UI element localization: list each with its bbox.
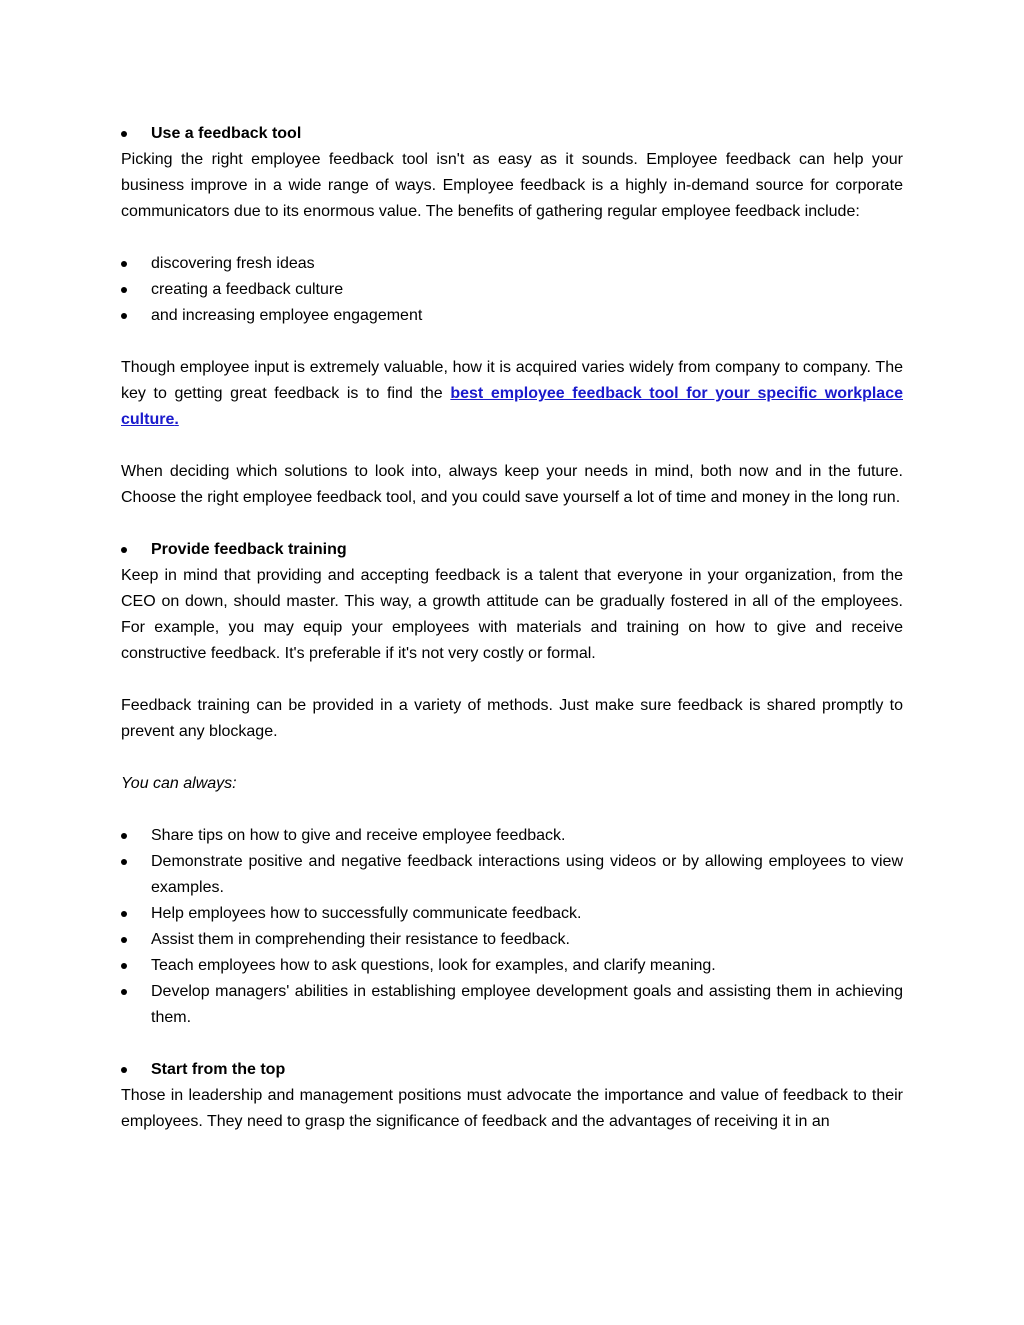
list-item-tip: Demonstrate positive and negative feedback interactions using videos or by allowing employees to view examples. — [121, 849, 903, 901]
heading-use-feedback-tool: Use a feedback tool — [121, 121, 903, 147]
feedback-tool-link-trailer[interactable]: . — [174, 411, 179, 428]
list-item-tip: Teach employees how to ask questions, look for examples, and clarify meaning. — [121, 953, 903, 979]
list-item-tip: Assist them in comprehending their resistance to feedback. — [121, 927, 903, 953]
document-body — [121, 121, 903, 1135]
you-can-always-label: You can always: — [121, 775, 237, 792]
paragraph-feedback-tool-intro: Picking the right employee feedback tool isn't as easy as it sounds. Employee feedback can help your business improve in a wide range of ways. Employee feedback is a highly in-demand source for corporate communicators due to its enormous value. The benefits of gathering regular employee feedback include: — [121, 151, 903, 220]
list-item-benefit: creating a feedback culture — [121, 277, 903, 303]
paragraph-employee-input — [121, 355, 903, 433]
paragraph-feedback-training: Keep in mind that providing and accepting feedback is a talent that everyone in your organization, from the CEO on down, should master. This way, a growth attitude can be gradually fostered in all of the employees. For example, you may equip your employees with materials and training on how to give and receive constructive feedback. It's preferable if it's not very costly or formal. — [121, 567, 903, 662]
list-item-tip: Share tips on how to give and receive employee feedback. — [121, 823, 903, 849]
list-item-benefit: discovering fresh ideas — [121, 251, 903, 277]
paragraph-training-methods: Feedback training can be provided in a variety of methods. Just make sure feedback is shared promptly to prevent any blockage. — [121, 697, 903, 740]
heading-start-from-top: Start from the top — [121, 1057, 903, 1083]
list-item-benefit: and increasing employee engagement — [121, 303, 903, 329]
heading-provide-feedback-training: Provide feedback training — [121, 537, 903, 563]
paragraph-leadership: Those in leadership and management positions must advocate the importance and value of feedback to their employees. They need to grasp the significance of feedback and the advantages of receiving it in an — [121, 1087, 903, 1130]
paragraph-employee-input-text: Though employee input is extremely valuable, how it is acquired varies widely from company to company. The key to getting great feedback is to find the — [121, 359, 903, 402]
list-item-tip: Help employees how to successfully communicate feedback. — [121, 901, 903, 927]
paragraph-deciding-solutions: When deciding which solutions to look into, always keep your needs in mind, both now and in the future. Choose the right employee feedback tool, and you could save yourself a lot of time and money in the long run. — [121, 463, 903, 506]
feedback-tool-link-text[interactable]: best employee feedback tool for your specific workplace culture — [121, 385, 903, 428]
list-item-tip: Develop managers' abilities in establishing employee development goals and assisting them in achieving them. — [121, 979, 903, 1031]
